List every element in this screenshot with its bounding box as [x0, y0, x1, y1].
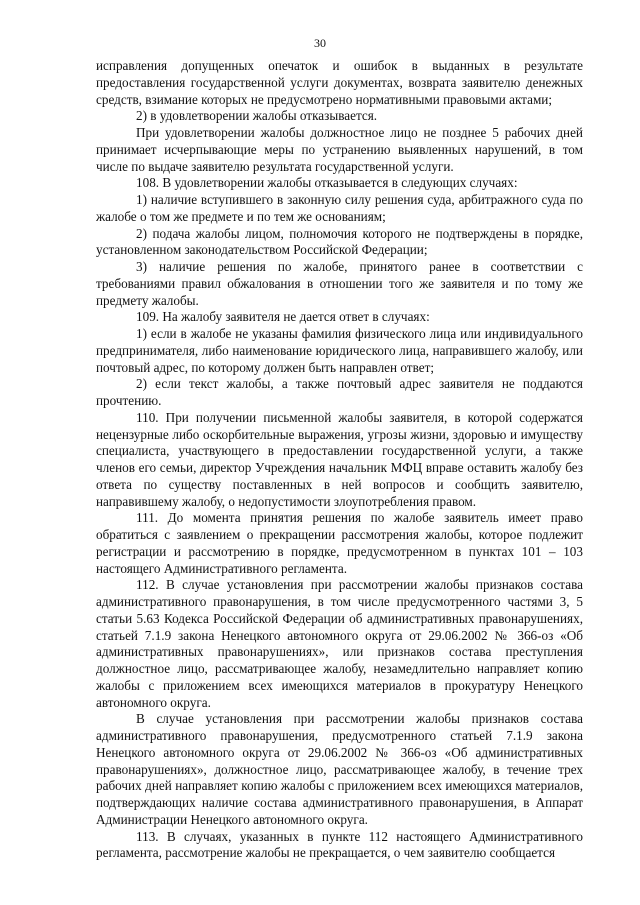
paragraph: 1) если в жалобе не указаны фамилия физического лица или индивидуального предпринимателя, либо наименование юридического лица, направившего жалобу, или почтовый адрес, по которому должен быть направлен ответ; — [96, 326, 583, 375]
paragraph: 113. В случаях, указанных в пункте 112 настоящего Административного регламента, рассмотрение жалобы не прекращается, о чем заявителю сообщается — [96, 828, 583, 861]
paragraph: 110. При получении письменной жалобы заявителя, в которой содержатся нецензурные либо оскорбительные выражения, угрозы жизни, здоровью и имуществу специалиста, участвующего в предоставлении государственной услуги, а также членов его семьи, директор Учреждения начальник МФЦ вправе оставить жалобу без ответа по существу поставленных в ней вопросов и сообщить заявителю, направившему жалобу, о недопустимости злоупотребления правом. — [96, 409, 583, 509]
paragraph: В случае установления при рассмотрении жалобы признаков состава административного правонарушения, предусмотренного статьей 7.1.9 закона Ненецкого автономного округа от 29.06.2002 № 366-оз «Об административных правонарушениях», должностное лицо, рассматривающее жалобу, в течение трех рабочих дней направляет копию жалобы с приложением всех имеющихся материалов, подтверждающих наличие состава административного правонарушения, в Аппарат Администрации Ненецкого автономного округа. — [96, 711, 583, 827]
document-body — [96, 58, 583, 862]
paragraph: 108. В удовлетворении жалобы отказывается в следующих случаях: — [136, 175, 518, 191]
paragraph: 2) если текст жалобы, а также почтовый адрес заявителя не поддаются прочтению. — [96, 376, 583, 408]
paragraph: 111. До момента принятия решения по жалобе заявитель имеет право обратиться с заявлением о прекращении рассмотрения жалобы, которое подлежит регистрации и рассмотрению в порядке, предусмотренном в пунктах 101 – 103 настоящего Административного регламента. — [96, 510, 583, 576]
paragraph: 2) в удовлетворении жалобы отказывается. — [136, 108, 378, 124]
paragraph: 3) наличие решения по жалобе, принятого ранее в соответствии с требованиями правил обжалования в отношении того же заявителя и по тому же предмету жалобы. — [96, 259, 583, 308]
paragraph: 109. На жалобу заявителя не дается ответ в случаях: — [136, 309, 430, 325]
paragraph: 2) подача жалобы лицом, полномочия которого не подтверждены в порядке, установленном законодательством Российской Федерации; — [96, 225, 583, 258]
paragraph: 112. В случае установления при рассмотрении жалобы признаков состава административного правонарушения, в том числе предусмотренного частями 3, 5 статьи 5.63 Кодекса Российской Федерации об административных правонарушениях, статьей 7.1.9 закона Ненецкого автономного округа от 29.06.2002 № 366-оз «Об административных правонарушениях», или признаков состава преступления должностное лицо, рассматривающее жалобу, незамедлительно направляет копию жалобы с приложением всех имеющихся материалов в прокуратуру Ненецкого автономного округа. — [96, 577, 583, 710]
paragraph: исправления допущенных опечаток и ошибок в выданных в результате предоставления государственной услуги документах, возврата заявителю денежных средств, взимание которых не предусмотрено нормативными правовыми актами; — [96, 58, 583, 107]
page-number: 30 — [314, 36, 326, 50]
paragraph: При удовлетворении жалобы должностное лицо не позднее 5 рабочих дней принимает исчерпывающие меры по устранению выявленных нарушений, в том числе по выдаче заявителю результата государственной услуги. — [96, 125, 583, 174]
paragraph: 1) наличие вступившего в законную силу решения суда, арбитражного суда по жалобе о том же предмете и по тем же основаниям; — [96, 192, 583, 224]
